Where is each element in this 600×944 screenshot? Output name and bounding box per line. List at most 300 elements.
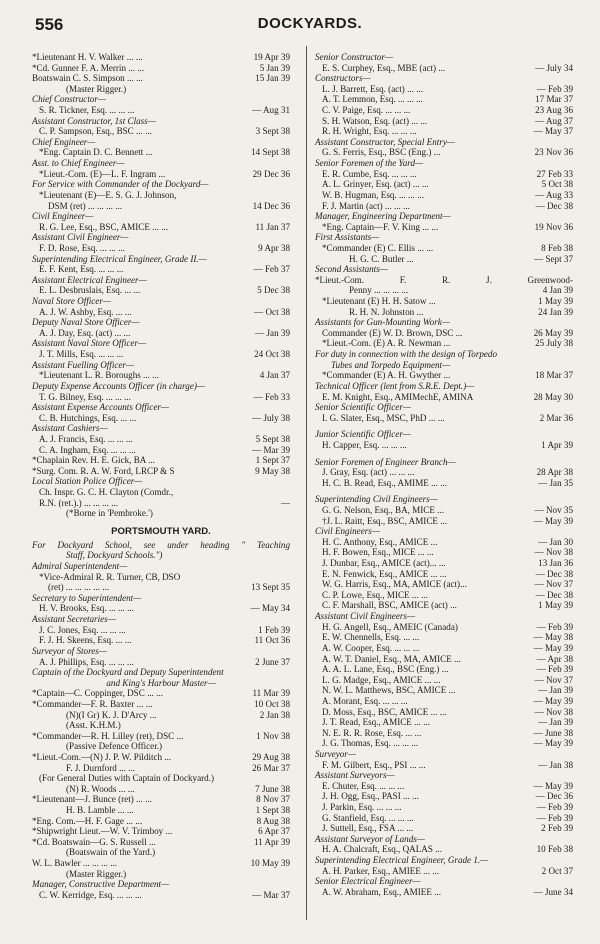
- entry-heading: [315, 137, 573, 148]
- directory-entry: [315, 696, 573, 707]
- entry-text: G. Stanfield, Esq. ... ... ...: [322, 812, 414, 823]
- directory-entry: [315, 222, 573, 233]
- entry-text: C. A. Ingham, Esq. ... ... ...: [39, 444, 136, 455]
- section-heading: [32, 519, 290, 540]
- entry-text: C. F. Marshall, BSC, AMICE (act) ...: [322, 600, 457, 611]
- entry-text: Junior Scientific Officer—: [315, 429, 411, 440]
- entry-text: *Eng. Captain—F. V. King ... ...: [322, 221, 439, 232]
- directory-entry: [32, 731, 290, 742]
- entry-text: Surveyor of Stores—: [32, 645, 107, 656]
- entry-date: — July 38: [252, 412, 290, 423]
- entry-text: Surveyor—: [315, 749, 356, 759]
- entry-text: A. A. L. Lane, Esq., BSC (Eng.) ...: [322, 664, 449, 675]
- entry-text: E. Chuter, Esq. ... ... ...: [322, 780, 405, 791]
- directory-entry: [32, 243, 290, 254]
- entry-text: (ret) ... ... ... ... ...: [48, 582, 110, 593]
- entry-text: Superintending Electrical Engineer, Grade II.—: [32, 253, 207, 264]
- entry-text: Penny ... ... ... ...: [349, 285, 409, 296]
- entry-date: 26 May 39: [533, 327, 573, 338]
- entry-date: 8 Feb 38: [541, 242, 573, 253]
- entry-heading: [315, 158, 573, 169]
- directory-entry: [32, 392, 290, 403]
- entry-heading: [32, 402, 290, 413]
- entry-date: — May 38: [533, 632, 573, 643]
- entry-date: 5 Oct 38: [541, 179, 573, 190]
- directory-entry: [32, 572, 290, 583]
- entry-date: 10 Oct 38: [254, 698, 290, 709]
- directory-entry: [315, 201, 573, 212]
- directory-entry: [32, 890, 290, 901]
- entry-text: W. L. Bawler ... ... ... ...: [32, 858, 118, 869]
- directory-entry: [315, 467, 573, 478]
- directory-entry: [32, 720, 290, 731]
- entry-text: *Lieut.-Com. F. R. J. Greenwood-: [315, 274, 573, 285]
- entry-text: A. L. Grinyer, Esq. (act) ... ...: [322, 179, 429, 190]
- directory-entry: [315, 243, 573, 254]
- directory-entry: [315, 558, 573, 569]
- entry-text: *Lieutenant H. V. Walker ... ...: [32, 52, 143, 62]
- directory-entry: [315, 547, 573, 558]
- entry-text: For duty in connection with the design of Torpedo: [315, 349, 498, 360]
- entry-text: (N) R. Woods ... ...: [66, 783, 135, 794]
- entry-text: H. C. Anthony, Esq., AMICE ...: [322, 536, 438, 547]
- entry-text: Asst. to Chief Engineer—: [32, 158, 125, 169]
- entry-text: Senior Electrical Engineer—: [315, 876, 421, 887]
- entry-text: Assistant Surveyor of Lands—: [315, 833, 425, 844]
- entry-date: 9 May 38: [255, 465, 290, 476]
- entry-text: W. B. Hugman, Esq. ... ... ...: [322, 189, 424, 200]
- entry-text: C. P. Lowe, Esq., MICE ... ...: [322, 589, 428, 600]
- entry-text: Manager, Constructive Department—: [32, 879, 170, 890]
- entry-text: Tubes and Torpedo Equipment—: [331, 359, 451, 370]
- entry-date: 11 Oct 36: [254, 635, 290, 646]
- entry-date: 14 Sept 38: [251, 147, 290, 158]
- entry-text: Technical Officer (lent from S.R.E. Dept.)—: [315, 380, 475, 391]
- entry-text: (Boatswain of the Yard.): [66, 847, 156, 858]
- entry-date: 28 Apr 38: [536, 467, 573, 478]
- entry-text: *Vice-Admiral R. R. Turner, CB, DSO: [39, 571, 181, 582]
- entry-heading: [32, 678, 290, 689]
- entry-text: *Eng. Com.—H. F. Gage ... ...: [32, 815, 143, 826]
- directory-entry: [315, 791, 573, 802]
- entry-date: 2 Mar 36: [539, 412, 573, 423]
- directory-entry: [32, 784, 290, 795]
- entry-date: — Dec 38: [535, 589, 573, 600]
- entry-date: 11 Apr 39: [253, 836, 290, 847]
- entry-heading: [315, 876, 573, 887]
- entry-text: Manager, Engineering Department—: [315, 211, 451, 222]
- entry-date: 10 May 39: [250, 858, 290, 869]
- directory-entry: [32, 307, 290, 318]
- entry-date: 19 Apr 39: [253, 52, 290, 62]
- entry-date: 13 Sept 35: [251, 582, 290, 593]
- entry-heading: [315, 457, 573, 468]
- entry-date: 8 Nov 37: [256, 794, 290, 805]
- directory-entry: [315, 126, 573, 137]
- entry-date: — Jan 38: [538, 759, 573, 770]
- entry-text: *Cd. Boatswain—G. S. Russell ...: [32, 836, 156, 847]
- directory-entry: [315, 105, 573, 116]
- directory-entry: [315, 632, 573, 643]
- entry-text: *Lieut.-Com.—(N) J. P. W. Pilditch ...: [32, 752, 172, 762]
- entry-text: Second Assistants—: [315, 264, 388, 275]
- directory-entry: [315, 190, 573, 201]
- entry-text: S. R. Tickner, Esq. ... ... ...: [39, 105, 135, 116]
- directory-entry: [315, 707, 573, 718]
- entry-text: (Passive Defence Officer.): [66, 741, 163, 752]
- directory-entry: [315, 887, 573, 898]
- entry-date: 25 July 38: [535, 338, 573, 349]
- entry-date: — Nov 38: [534, 706, 573, 717]
- directory-entry: [315, 94, 573, 105]
- entry-text: J. Suttell, Esq., FSA ... ...: [322, 823, 414, 834]
- directory-entry: [32, 487, 290, 498]
- entry-heading: [32, 646, 290, 657]
- entry-text: Assistant Fuelling Officer—: [32, 359, 135, 370]
- entry-date: 7 June 38: [255, 783, 290, 794]
- entry-date: 19 Nov 36: [534, 221, 573, 232]
- directory-entry: [32, 816, 290, 827]
- directory-entry: [315, 179, 573, 190]
- entry-text: H. Capper, Esq. ... ... ...: [322, 439, 407, 450]
- entry-heading: [315, 349, 573, 360]
- entry-heading: [315, 749, 573, 760]
- entry-date: 2 Jan 38: [259, 709, 290, 720]
- entry-heading: [32, 476, 290, 487]
- directory-entry: [32, 63, 290, 74]
- entry-heading: [315, 611, 573, 622]
- directory-entry: [315, 569, 573, 580]
- entry-heading: [315, 834, 573, 845]
- entry-heading: [32, 94, 290, 105]
- entry-text: E. R. Cumbe, Esq. ... ... ...: [322, 168, 417, 179]
- directory-entry: [32, 508, 290, 519]
- entry-heading: [315, 381, 573, 392]
- directory-entry: [315, 802, 573, 813]
- directory-entry: [32, 805, 290, 816]
- directory-entry: [32, 285, 290, 296]
- entry-text: R. H. Wright, Esq. ... ... ...: [322, 126, 417, 137]
- entry-date: 6 Apr 37: [258, 826, 290, 837]
- entry-text: (Asst. K.H.M.): [66, 720, 121, 731]
- directory-entry: [32, 773, 290, 784]
- entry-text: *Commander (E) C. Ellis ... ...: [322, 242, 434, 253]
- entry-date: 1 May 39: [538, 296, 573, 307]
- entry-text: Chief Engineer—: [32, 136, 96, 147]
- entry-date: 29 Aug 38: [252, 752, 290, 762]
- entry-text: Ch. Inspr. G. C. H. Clayton (Comdr.,: [39, 486, 174, 497]
- page-title: DOCKYARDS.: [257, 15, 363, 32]
- entry-text: C. V. Paige, Esq. ... ... ...: [322, 105, 411, 116]
- entry-text: E. W. Chennells, Esq. ... ...: [322, 632, 420, 643]
- entry-text: A. T. Lemmon, Esq. ... ... ...: [322, 94, 423, 105]
- entry-heading: [32, 593, 290, 604]
- entry-text: N. W. L. Matthews, BSC, AMICE ...: [322, 685, 456, 696]
- entry-text: Superintending Civil Engineers—: [315, 494, 438, 505]
- entry-text: PORTSMOUTH YARD.: [111, 525, 211, 537]
- entry-date: — Jan 39: [538, 685, 573, 696]
- directory-entry: [315, 275, 573, 286]
- entry-heading: [32, 423, 290, 434]
- directory-entry: [32, 190, 290, 201]
- entry-date: 5 Jan 39: [259, 62, 290, 73]
- entry-text: N. E. R. R. Rose, Esq. ... ...: [322, 727, 422, 738]
- entry-heading: [32, 550, 290, 561]
- entry-date: — Jan 39: [538, 717, 573, 728]
- entry-date: 24 Jan 39: [538, 306, 573, 317]
- entry-date: 2 June 37: [255, 656, 290, 667]
- directory-entry: [32, 847, 290, 858]
- directory-entry: [32, 413, 290, 424]
- entry-text: Naval Store Officer—: [32, 296, 111, 307]
- entry-text: C. W. Kerridge, Esq. ... ... ...: [39, 889, 142, 900]
- entry-text: Deputy Expense Accounts Officer (in charge)—: [32, 380, 205, 391]
- directory-entry: [32, 710, 290, 721]
- entry-date: — May 34: [250, 603, 290, 614]
- directory-entry: [315, 285, 573, 296]
- entry-text: DSM (ret) ... ... ... ...: [48, 200, 123, 211]
- entry-text: A. J. W. Ashby, Esq. ... ...: [39, 306, 132, 317]
- entry-text: Assistants for Gun-Mounting Work—: [315, 317, 450, 328]
- entry-date: — Feb 39: [536, 812, 573, 823]
- entry-date: 24 Oct 38: [254, 349, 290, 360]
- entry-date: 9 Apr 38: [258, 242, 290, 253]
- entry-date: — Aug 31: [252, 105, 290, 116]
- entry-heading: [32, 360, 290, 371]
- entry-date: 8 Aug 38: [256, 815, 290, 826]
- entry-heading: [32, 296, 290, 307]
- entry-date: — Feb 37: [253, 264, 290, 275]
- entry-text: F. J. H. Skeens, Esq. ... ...: [39, 635, 132, 646]
- entry-date: 26 Mar 37: [252, 762, 290, 773]
- entry-date: — Apr 38: [536, 653, 573, 664]
- entry-date: — Nov 37: [534, 674, 573, 685]
- entry-heading: [315, 855, 573, 866]
- entry-date: 1 Apr 39: [541, 439, 573, 450]
- entry-date: 14 Dec 36: [252, 200, 290, 211]
- entry-text: L. J. Barrett, Esq. (act) ... ...: [322, 83, 424, 94]
- directory-entry: [315, 643, 573, 654]
- entry-text: J. T. Mills, Esq. ... ... ...: [39, 349, 124, 360]
- entry-heading: [315, 232, 573, 243]
- directory-entry: [32, 264, 290, 275]
- entry-text: S. H. Watson, Esq. (act) ... ...: [322, 115, 428, 126]
- directory-entry: [32, 625, 290, 636]
- entry-text: Senior Foremen of Engineer Branch—: [315, 456, 456, 467]
- entry-date: — June 34: [533, 886, 573, 897]
- directory-entry: [32, 869, 290, 880]
- directory-entry: [32, 763, 290, 774]
- entry-heading: [32, 275, 290, 286]
- entry-text: J. Gray, Esq. (act) ... ... ...: [322, 467, 415, 478]
- entry-text: A. J. Francis, Esq. ... ... ...: [39, 433, 133, 444]
- entry-date: 5 Dec 38: [257, 285, 290, 296]
- entry-text: T. G. Bilney, Esq. ... ... ...: [39, 391, 131, 402]
- entry-text: (For General Duties with Captain of Dockyard.): [39, 773, 215, 784]
- entry-text: H. V. Brooks, Esq. ... ... ...: [39, 603, 134, 614]
- entry-text: Secretary to Superintendent—: [32, 592, 142, 603]
- directory-entry: [32, 657, 290, 668]
- entry-date: — July 34: [535, 62, 573, 73]
- entry-text: Senior Foremen of the Yard—: [315, 158, 424, 169]
- directory-entry: [315, 664, 573, 675]
- entry-text: Local Station Police Officer—: [32, 476, 143, 487]
- entry-heading: [315, 494, 573, 505]
- entry-text: C. B. Hutchings, Esq. ... ...: [39, 412, 137, 423]
- entry-date: — Feb 39: [536, 83, 573, 94]
- directory-entry: [32, 370, 290, 381]
- entry-text: H. B. Lamble ... ...: [66, 805, 134, 816]
- entry-date: 28 May 30: [533, 391, 573, 402]
- directory-entry: [315, 63, 573, 74]
- entry-heading: [32, 667, 290, 678]
- entry-text: F. M. Gilbert, Esq., PSI ... ...: [322, 759, 426, 770]
- entry-text: Assistant Naval Store Officer—: [32, 338, 147, 349]
- entry-text: R. H. N. Johnston ...: [349, 306, 424, 317]
- left-column: [32, 52, 290, 901]
- entry-heading: [315, 360, 573, 371]
- entry-date: — Mar 39: [252, 444, 290, 455]
- page-header: [30, 13, 570, 41]
- directory-entry: [315, 296, 573, 307]
- directory-entry: [315, 370, 573, 381]
- page-number: 556: [35, 15, 64, 34]
- directory-entry: [315, 392, 573, 403]
- entry-text: First Assistants—: [315, 232, 380, 243]
- entry-date: 2 Feb 39: [541, 823, 573, 834]
- entry-heading: [315, 264, 573, 275]
- entry-date: 1 Feb 39: [258, 624, 290, 635]
- directory-entry: [315, 781, 573, 792]
- entry-text: (Master Rigger.): [66, 868, 127, 879]
- entry-date: — Jan 39: [255, 327, 290, 338]
- entry-date: — June 38: [533, 727, 573, 738]
- entry-date: 1 Sept 38: [255, 805, 290, 816]
- right-column: [315, 52, 573, 898]
- entry-date: — May 39: [533, 738, 573, 749]
- entry-text: Admiral Superintendent—: [32, 561, 128, 572]
- entry-heading: [32, 179, 290, 190]
- entry-text: F. D. Rose, Esq. ... ... ...: [39, 242, 125, 253]
- directory-entry: [32, 582, 290, 593]
- entry-text: Constructors—: [315, 73, 371, 84]
- entry-text: E. M. Knight, Esq., AMIMechE, AMINA: [322, 391, 474, 402]
- entry-text: Boatswain C. S. Simpson ... ...: [32, 73, 143, 84]
- entry-text: *Shipwright Lieut.—W. V. Trimboy ...: [32, 826, 173, 837]
- entry-text: *Lieut.-Com. (E)—L. F. Ingram ...: [39, 168, 166, 179]
- entry-date: — Sept 37: [534, 253, 573, 264]
- directory-entry: [315, 84, 573, 95]
- entry-text: Commander (E) W. D. Brown, DSC ...: [322, 327, 463, 338]
- entry-date: — Feb 39: [536, 664, 573, 675]
- entry-text: Assistant Electrical Engineer—: [32, 274, 147, 285]
- entry-date: 11 Mar 39: [252, 688, 290, 699]
- entry-date: — Nov 35: [534, 504, 573, 515]
- entry-date: 23 Nov 36: [534, 147, 573, 158]
- entry-date: 1 May 39: [538, 600, 573, 611]
- directory-entry: [315, 169, 573, 180]
- directory-entry: [315, 844, 573, 855]
- entry-text: Senior Constructor—: [315, 52, 394, 62]
- entry-date: 13 Jan 36: [538, 558, 573, 569]
- entry-text: A. W. Abraham, Esq., AMIEE ...: [322, 886, 441, 897]
- entry-text: A. W. Cooper, Esq. ... ... ...: [322, 642, 420, 653]
- entry-text: *Lieutenant (E) H. H. Satow ...: [322, 296, 436, 307]
- directory-entry: [315, 866, 573, 877]
- directory-entry: [32, 699, 290, 710]
- entry-text: J. Parkin, Esq. ... ... ...: [322, 802, 402, 813]
- entry-date: 5 Sept 38: [255, 433, 290, 444]
- entry-text: H. F. Bowen, Esq., MICE ... ...: [322, 547, 434, 558]
- directory-entry: [315, 478, 573, 489]
- entry-text: F. J. Durnford ... ...: [66, 762, 135, 773]
- directory-entry: [315, 760, 573, 771]
- directory-entry: [32, 126, 290, 137]
- entry-date: 4 Jan 37: [259, 370, 290, 381]
- directory-entry: [315, 654, 573, 665]
- entry-date: 1 Nov 38: [256, 730, 290, 741]
- directory-entry: [32, 105, 290, 116]
- entry-date: — Nov 38: [534, 547, 573, 558]
- entry-text: Assistant Surveyors—: [315, 770, 395, 781]
- directory-entry: [32, 466, 290, 477]
- entry-text: L. G. Madge, Esq., AMICE ... ...: [322, 674, 441, 685]
- entry-date: 27 Feb 33: [536, 168, 573, 179]
- entry-text: H. A. Chalcraft, Esq., QALAS ...: [322, 844, 442, 855]
- entry-heading: [32, 540, 290, 551]
- directory-entry: [315, 147, 573, 158]
- entry-text: H. G. Angell, Esq., AMEIC (Canada): [322, 621, 458, 632]
- entry-text: E. S. Curphey, Esq., MBE (act) ...: [322, 62, 446, 73]
- entry-text: Chief Constructor—: [32, 94, 107, 105]
- entry-text: *Lieutenant (E)—E. S. G. J. Johnson,: [39, 189, 177, 200]
- entry-text: C. P. Sampson, Esq., BSC ... ...: [39, 126, 152, 137]
- directory-entry: [32, 455, 290, 466]
- entry-date: — Feb 33: [253, 391, 290, 402]
- entry-text: and King's Harbour Master—: [106, 677, 216, 688]
- directory-entry: [32, 858, 290, 869]
- directory-entry: [32, 169, 290, 180]
- entry-date: — Aug 33: [535, 189, 573, 200]
- entry-heading: [315, 429, 573, 440]
- entry-date: — May 39: [533, 642, 573, 653]
- entry-text: For Service with Commander of the Dockyard—: [32, 179, 209, 190]
- directory-entry: [32, 349, 290, 360]
- entry-text: *Lieutenant L. R. Boroughs ... ...: [39, 370, 159, 381]
- directory-entry: [315, 413, 573, 424]
- entry-text: For Dockyard School, see under heading " Teaching: [32, 539, 290, 550]
- entry-text: J. C. Jones, Esq. ... ... ...: [39, 624, 126, 635]
- entry-text: Civil Engineer—: [32, 211, 94, 222]
- entry-text: Assistant Civil Engineers—: [315, 611, 416, 622]
- entry-text: *Cd. Gunner F. A. Merrin ... ...: [32, 62, 145, 73]
- entry-heading: [32, 158, 290, 169]
- entry-text: *Surg. Com. R. A. W. Ford, LRCP & S: [32, 465, 175, 476]
- entry-text: R.N. (ret.).) ... ... ... ...: [39, 497, 119, 508]
- entry-heading: [32, 381, 290, 392]
- entry-text: *Chaplain Rev. H. E. Gick, BA ...: [32, 455, 155, 466]
- entry-text: J. H. Ogg, Esq., PASI ... ...: [322, 791, 419, 802]
- directory-entry: [315, 813, 573, 824]
- directory-entry: [315, 505, 573, 516]
- entry-text: Assistant Constructor, 1st Class—: [32, 115, 156, 126]
- directory-entry: [315, 590, 573, 601]
- entry-heading: [315, 73, 573, 84]
- entry-text: A. H. Parker, Esq., AMIEE ... ...: [322, 865, 440, 876]
- directory-entry: [32, 837, 290, 848]
- entry-date: 29 Dec 36: [252, 168, 290, 179]
- entry-text: Assistant Expense Accounts Officer—: [32, 402, 169, 413]
